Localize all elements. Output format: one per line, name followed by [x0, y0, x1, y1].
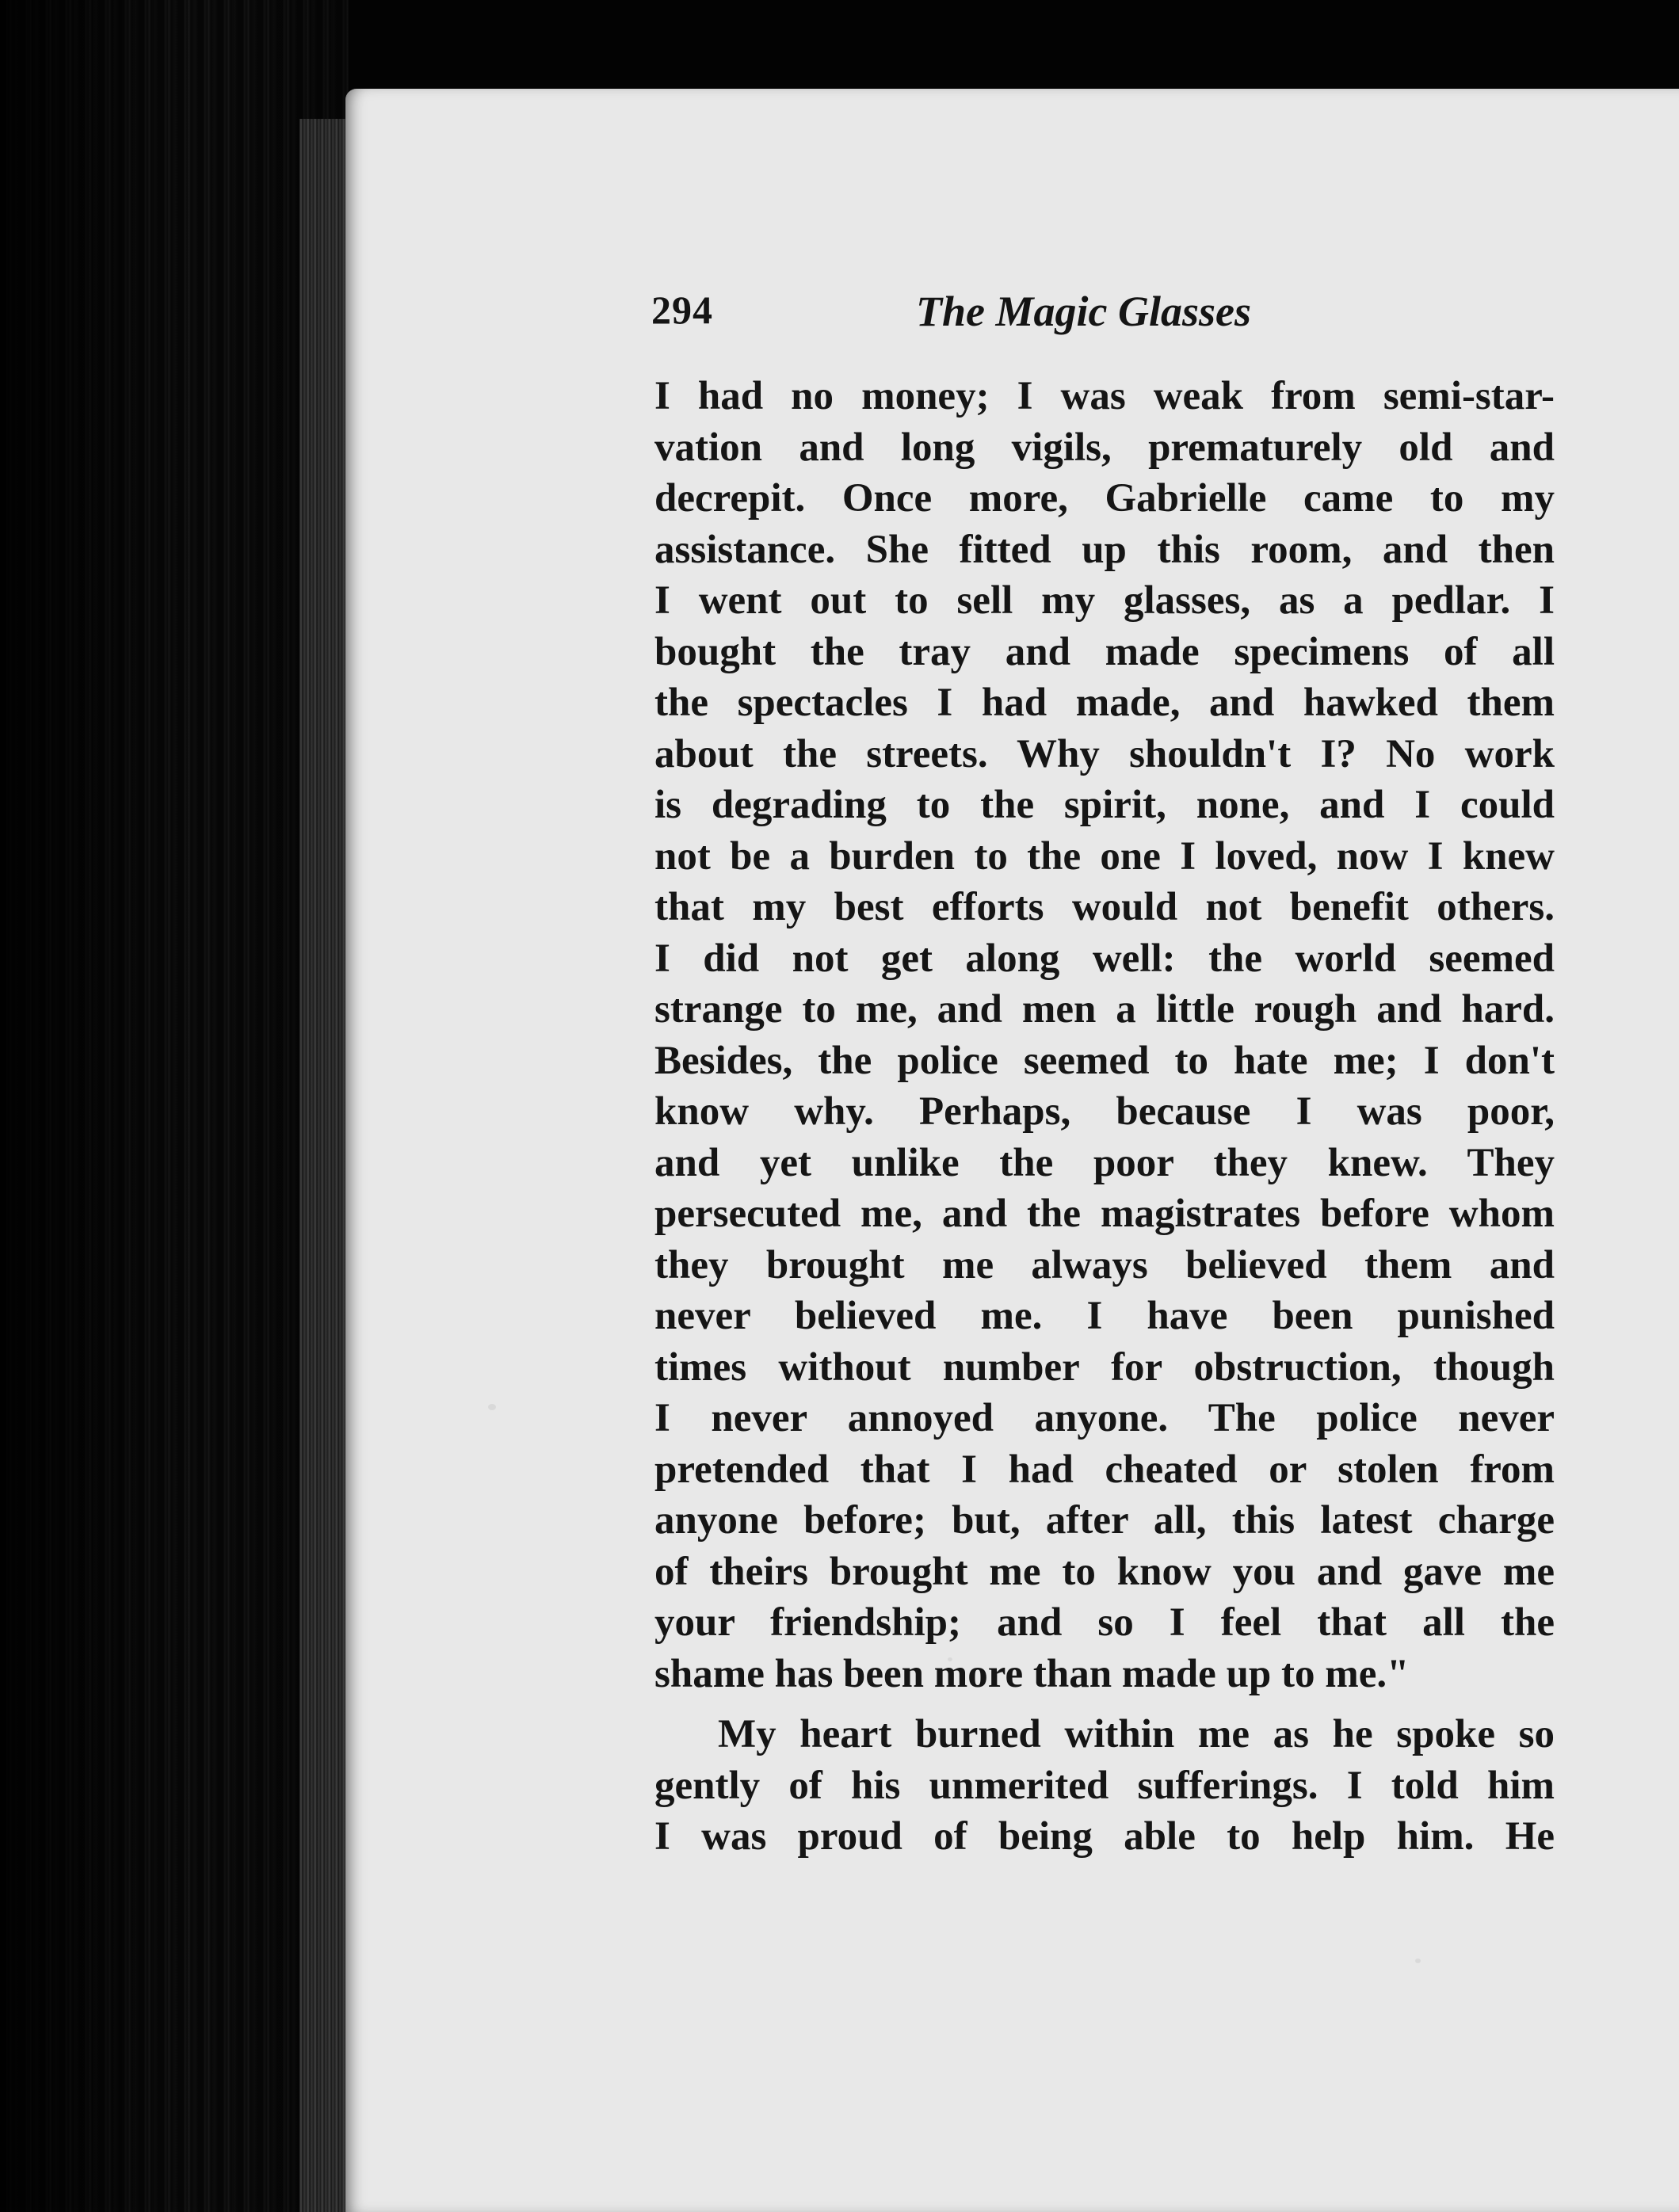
text-line: not be a burden to the one I loved, now I knew: [654, 833, 1555, 879]
text-line: gently of his unmerited sufferings. I told him: [654, 1763, 1555, 1808]
text-line: anyone before; but, after all, this latest charge: [654, 1498, 1555, 1543]
text-line: they brought me always believed them and: [654, 1242, 1555, 1287]
text-line: know why. Perhaps, because I was poor,: [654, 1089, 1555, 1134]
text-line: the spectacles I had made, and hawked them: [654, 681, 1555, 725]
text-line: strange to me, and men a little rough and hard.: [654, 987, 1555, 1032]
page-edges: [300, 119, 349, 2212]
text-line: vation and long vigils, prematurely old and: [654, 425, 1555, 470]
paper-fleck: [1415, 1958, 1421, 1963]
text-line: about the streets. Why shouldn't I? No work: [654, 731, 1555, 776]
text-line: of theirs brought me to know you and gave me: [654, 1549, 1555, 1594]
text-line: is degrading to the spirit, none, and I could: [654, 783, 1555, 827]
text-line: My heart burned within me as he spoke so: [718, 1712, 1555, 1756]
text-line: never believed me. I have been punished: [654, 1294, 1555, 1338]
text-line: I went out to sell my glasses, as a pedlar. I: [654, 578, 1555, 623]
spine-shadow: [0, 0, 349, 2212]
text-line: shame has been more than made up to me.": [654, 1651, 1410, 1696]
text-line: bought the tray and made specimens of all: [654, 629, 1555, 674]
text-line: pretended that I had cheated or stolen from: [654, 1447, 1555, 1492]
text-line: your friendship; and so I feel that all the: [654, 1600, 1555, 1645]
text-line: that my best efforts would not benefit others.: [654, 885, 1555, 929]
text-line: assistance. She fitted up this room, and then: [654, 527, 1555, 572]
page-number: 294: [651, 288, 713, 332]
text-line: I never annoyed anyone. The police never: [654, 1396, 1555, 1440]
paper-fleck: [488, 1404, 496, 1410]
book-title: The Magic Glasses: [916, 288, 1251, 335]
text-line: decrepit. Once more, Gabrielle came to my: [654, 476, 1555, 521]
running-head: [651, 287, 1555, 358]
text-line: I was proud of being able to help him. He: [654, 1814, 1555, 1859]
body-text: [654, 371, 1555, 1863]
text-line: times without number for obstruction, though: [654, 1344, 1555, 1390]
text-line: and yet unlike the poor they knew. They: [654, 1140, 1555, 1185]
text-line: Besides, the police seemed to hate me; I don't: [654, 1038, 1555, 1083]
paragraph-gap: [654, 1699, 1555, 1709]
text-line: I did not get along well: the world seemed: [654, 936, 1555, 981]
text-line: persecuted me, and the magistrates before whom: [654, 1192, 1555, 1236]
text-line: I had no money; I was weak from semi-star-: [654, 374, 1555, 418]
